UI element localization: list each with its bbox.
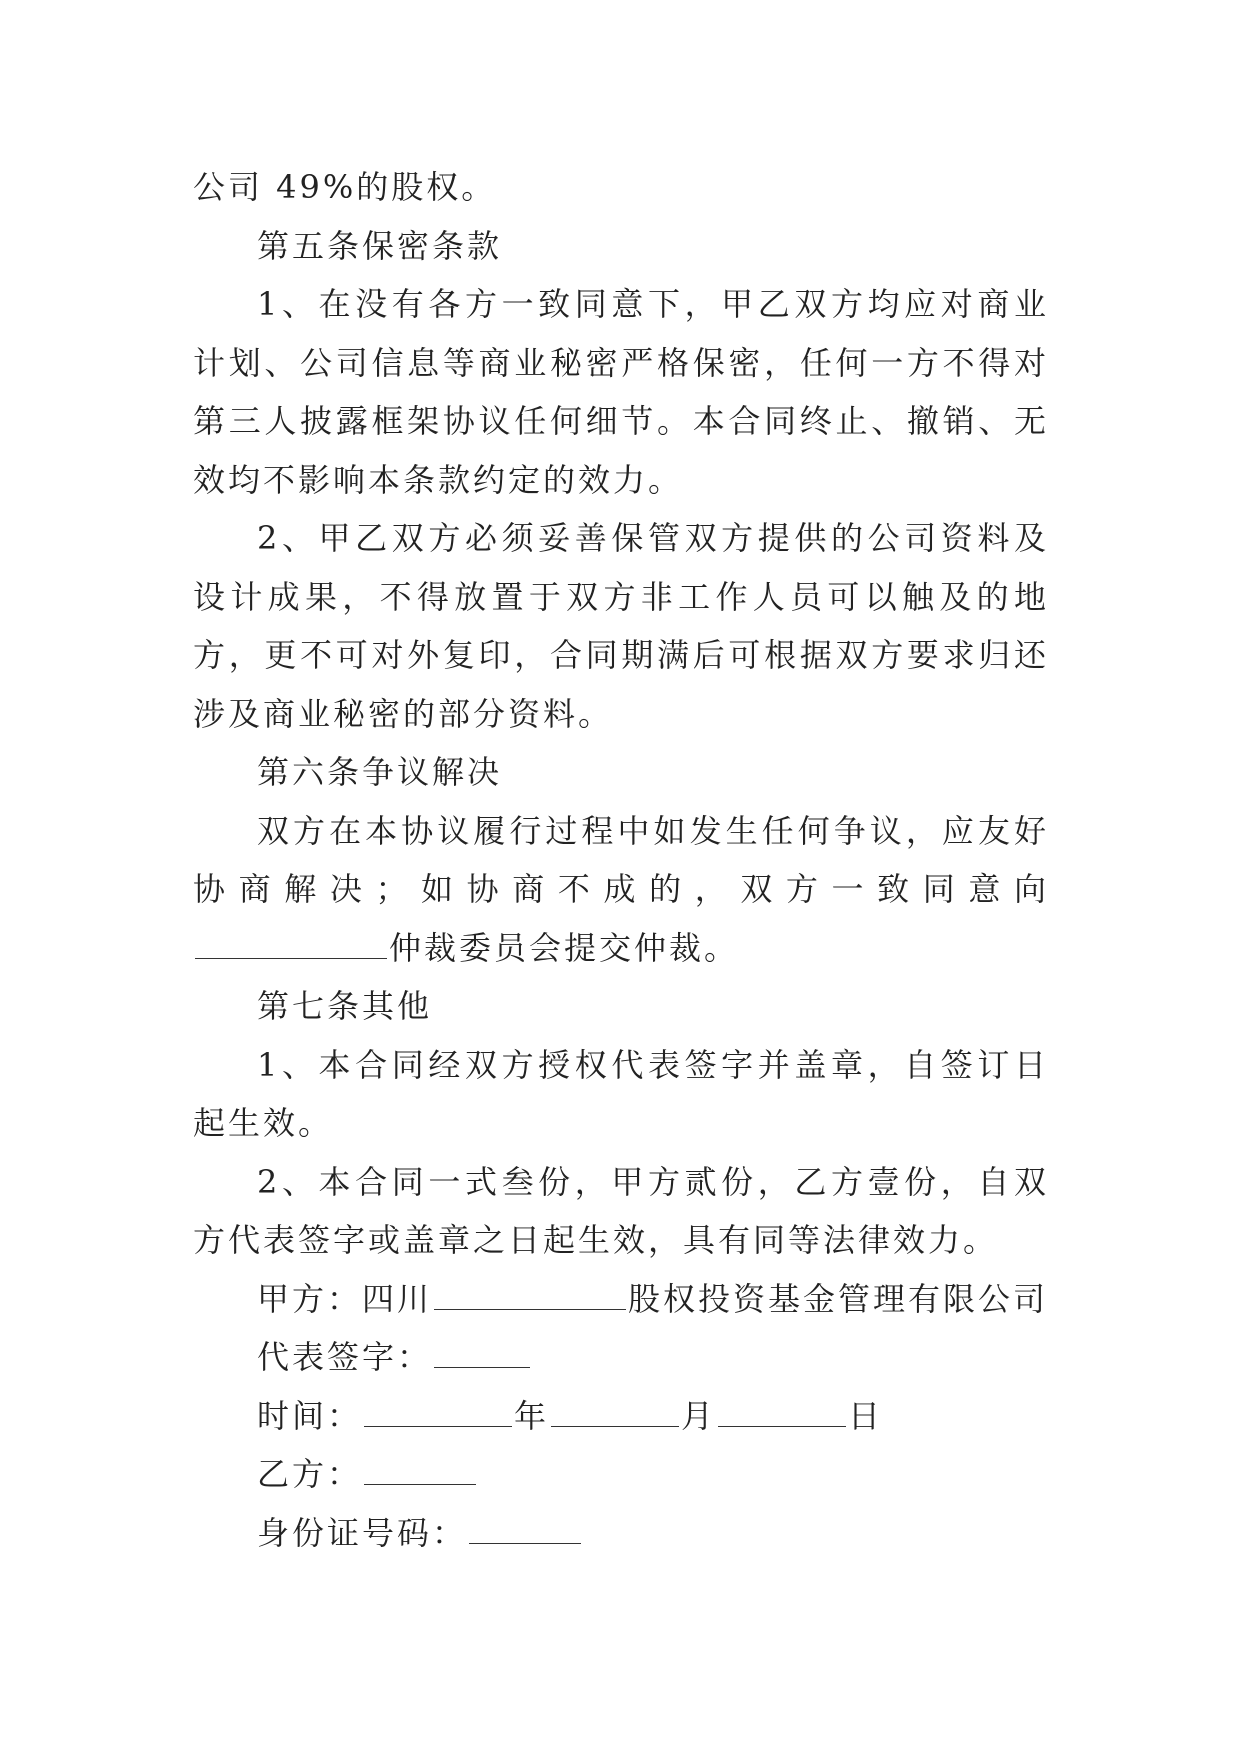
- day-blank: [718, 1392, 846, 1427]
- article6-text: [193, 802, 1049, 978]
- article5-item1: 1、在没有各方一致同意下，甲乙双方均应对商业计划、公司信息等商业秘密严格保密，任何一方不得对第三人披露框架协议任何细节。本合同终止、撤销、无效均不影响本条款约定的效力。: [193, 285, 1049, 499]
- month-blank: [551, 1392, 679, 1427]
- party-a-name-blank: [434, 1275, 626, 1310]
- article5-item2: 2、甲乙双方必须妥善保管双方提供的公司资料及设计成果，不得放置于双方非工作人员可以触及的地方，更不可对外复印，合同期满后可根据双方要求归还涉及商业秘密的部分资料。: [193, 519, 1049, 733]
- id-number-label: 身份证号码：: [257, 1513, 468, 1552]
- party-a-line: [193, 1270, 1049, 1329]
- year-blank: [364, 1392, 512, 1427]
- rep-sign-line: [193, 1328, 1049, 1387]
- party-b-label: 乙方：: [257, 1455, 363, 1493]
- arbitration-blank: [195, 924, 387, 959]
- rep-sign-label: 代表签字：: [257, 1338, 433, 1376]
- day-label: 日: [848, 1396, 884, 1435]
- rep-sign-blank: [434, 1333, 530, 1368]
- document-body: [193, 158, 1049, 1562]
- article7-item2: 2、本合同一式叁份，甲方贰份，乙方壹份，自双方代表签字或盖章之日起生效，具有同等法律效力。: [193, 1162, 1049, 1259]
- time-label: 时间：: [257, 1396, 363, 1435]
- party-b-line: [193, 1445, 1049, 1504]
- month-label: 月: [681, 1396, 717, 1435]
- id-number-line: [193, 1504, 1049, 1563]
- article7-heading: 第七条其他: [257, 987, 433, 1025]
- article5-heading: 第五条保密条款: [257, 226, 503, 265]
- party-b-blank: [364, 1450, 476, 1485]
- article6-heading: 第六条争议解决: [257, 753, 503, 791]
- party-a-suffix: 股权投资基金管理有限公司: [628, 1279, 1049, 1318]
- article6-text-before: 双方在本协议履行过程中如发生任何争议，应友好协商解决；如协商不成的，双方一致同意向: [193, 811, 1049, 908]
- party-a-prefix: 甲方：四川: [257, 1279, 433, 1318]
- year-label: 年: [514, 1396, 550, 1435]
- id-number-blank: [469, 1509, 581, 1544]
- intro-tail: 公司 49%的股权。: [193, 168, 497, 206]
- time-line: [193, 1387, 1049, 1446]
- article7-item1: 1、本合同经双方授权代表签字并盖章，自签订日起生效。: [193, 1045, 1049, 1142]
- article6-text-after: 仲裁委员会提交仲裁。: [389, 928, 740, 967]
